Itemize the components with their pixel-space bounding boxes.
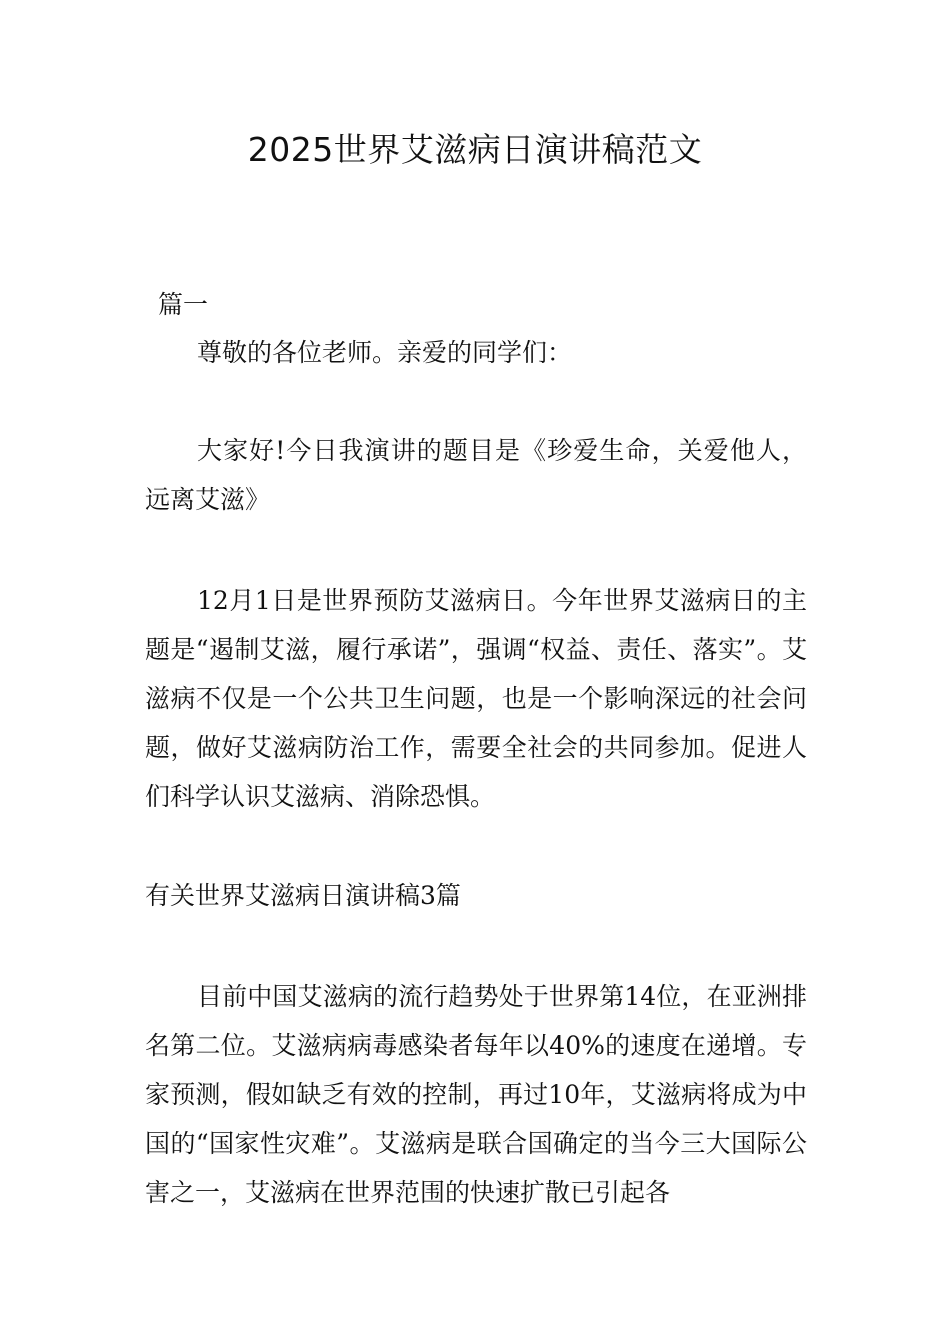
paragraph-speech-topic: 大家好!今日我演讲的题目是《珍爱生命，关爱他人，远离艾滋》 bbox=[145, 436, 807, 514]
section-label: 篇一 bbox=[158, 290, 209, 319]
paragraph-epidemic-trend: 目前中国艾滋病的流行趋势处于世界第14位，在亚洲排名第二位。艾滋病病毒感染者每年以40%的速度在递增。专家预测，假如缺乏有效的控制，再过10年，艾滋病将成为中国的“国家性灾难”。艾滋病是联合国确定的当今三大国际公害之一，艾滋病在世界范围的快速扩散已引起各 bbox=[145, 982, 807, 1207]
document-title: 2025世界艾滋病日演讲稿范文 bbox=[247, 130, 703, 169]
section-heading: 有关世界艾滋病日演讲稿3篇 bbox=[145, 881, 461, 910]
paragraph-world-aids-day: 12月1日是世界预防艾滋病日。今年世界艾滋病日的主题是“遏制艾滋，履行承诺”，强调“权益、责任、落实”。艾滋病不仅是一个公共卫生问题，也是一个影响深远的社会问题，做好艾滋病防治工作，需要全社会的共同参加。促进人们科学认识艾滋病、消除恐惧。 bbox=[145, 586, 807, 811]
salutation: 尊敬的各位老师。亲爱的同学们： bbox=[197, 338, 573, 367]
